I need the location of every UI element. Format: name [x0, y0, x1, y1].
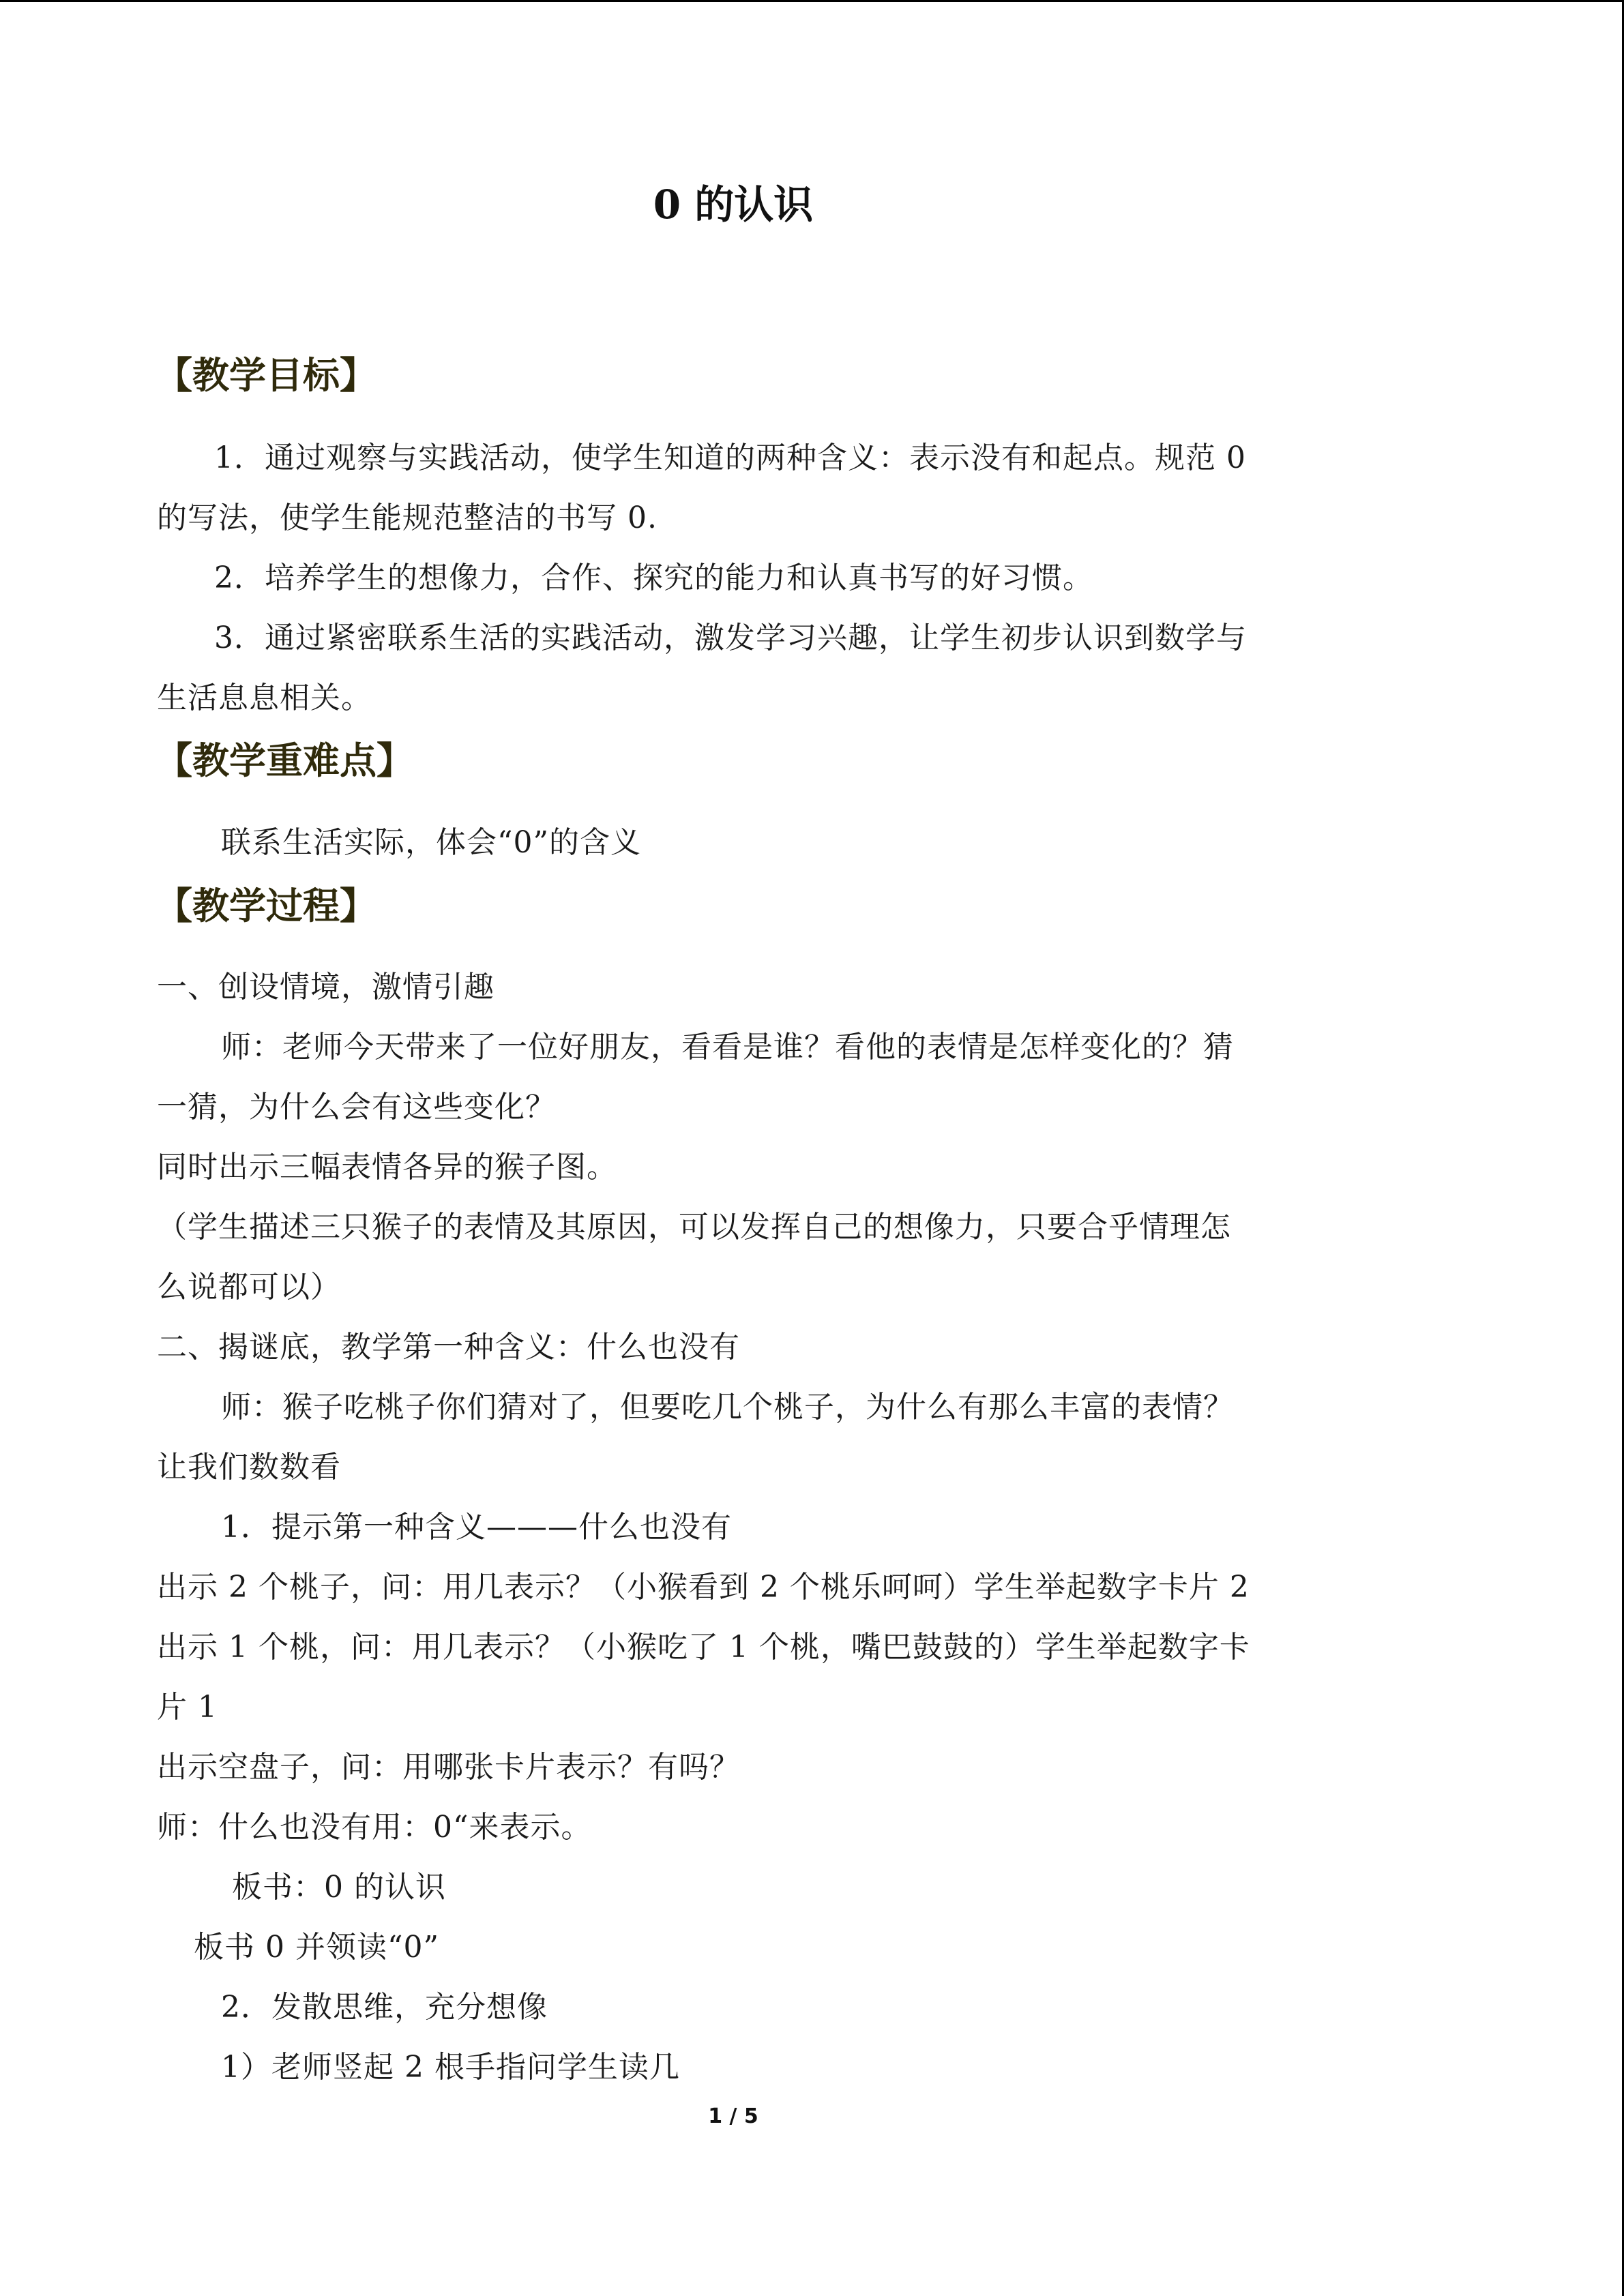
process-line-18: 2．发散思维，充分想像: [221, 1990, 548, 2025]
page-number: 1 / 5: [708, 2104, 758, 2128]
process-line-3: 一猜，为什么会有这些变化？: [157, 1090, 556, 1124]
heading-objectives: 【教学目标】: [156, 353, 377, 397]
process-line-2: 师：老师今天带来了一位好朋友，看看是谁？看他的表情是怎样变化的？猜: [221, 1030, 1234, 1064]
process-line-19: 1）老师竖起 2 根手指问学生读几: [221, 2050, 680, 2085]
process-line-12: 出示 1 个桃，问：用几表示？（小猴吃了 1 个桃，嘴巴鼓鼓的）学生举起数字卡: [157, 1630, 1250, 1665]
process-line-13: 片 1: [157, 1690, 218, 1725]
process-line-10: 1．提示第一种含义———什么也没有: [221, 1510, 732, 1545]
process-line-7: 二、揭谜底，教学第一种含义：什么也没有: [157, 1330, 740, 1365]
process-line-8: 师：猴子吃桃子你们猜对了，但要吃几个桃子，为什么有那么丰富的表情？: [221, 1390, 1234, 1425]
process-line-1: 一、创设情境，激情引趣: [157, 970, 494, 1004]
objective-line-4: 3．通过紧密联系生活的实践活动，激发学习兴趣，让学生初步认识到数学与: [214, 621, 1247, 655]
process-line-14: 出示空盘子，问：用哪张卡片表示？有吗？: [157, 1750, 740, 1785]
document-title: 0 的认识: [653, 181, 814, 228]
process-line-9: 让我们数数看: [157, 1450, 341, 1485]
key-point-line-1: 联系生活实际，体会“0”的含义: [221, 825, 641, 860]
process-line-16: 板书：0 的认识: [232, 1870, 446, 1905]
process-line-17: 板书 0 并领读“0”: [194, 1930, 439, 1965]
process-line-4: 同时出示三幅表情各异的猴子图。: [157, 1150, 617, 1184]
heading-key-points: 【教学重难点】: [156, 739, 413, 782]
objective-line-5: 生活息息相关。: [157, 681, 372, 715]
process-line-6: 么说都可以）: [157, 1270, 341, 1304]
process-line-5: （学生描述三只猴子的表情及其原因，可以发挥自己的想像力，只要合乎情理怎: [157, 1210, 1231, 1244]
objective-line-1: 1．通过观察与实践活动，使学生知道的两种含义：表示没有和起点。规范 0: [214, 441, 1246, 475]
process-line-11: 出示 2 个桃子，问：用几表示？（小猴看到 2 个桃乐呵呵）学生举起数字卡片 2: [157, 1570, 1250, 1605]
process-line-15: 师：什么也没有用：0“来表示。: [157, 1810, 592, 1845]
objective-line-3: 2．培养学生的想像力，合作、探究的能力和认真书写的好习惯。: [214, 561, 1093, 595]
objective-line-2: 的写法，使学生能规范整洁的书写 0.: [157, 501, 658, 535]
heading-process: 【教学过程】: [156, 884, 377, 927]
